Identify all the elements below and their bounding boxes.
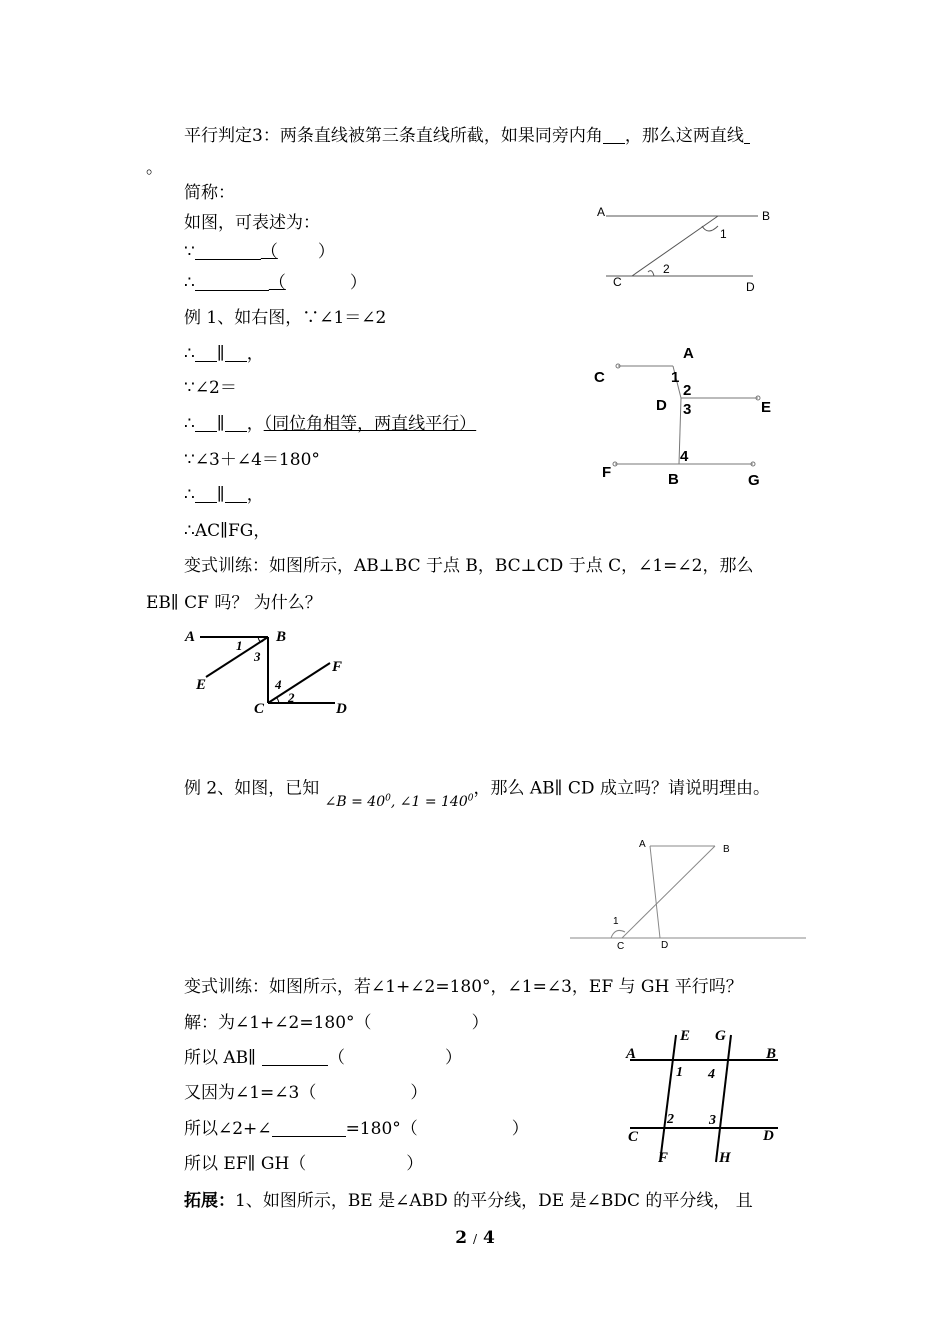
page-current: 2 [455, 1228, 468, 1248]
var1-line1: 变式训练：如图所示，AB⊥BC 于点 B，BC⊥CD 于点 C，∠1=∠2，那么 [184, 556, 754, 576]
page-total: 4 [482, 1228, 495, 1248]
var2-l5-text: 所以 EF∥ GH（ [184, 1154, 307, 1174]
label-1: 1 [671, 369, 680, 386]
label-2: 2 [288, 690, 295, 705]
var2-l4-post: =180°（ [345, 1119, 418, 1139]
var2-l4 [184, 1118, 529, 1140]
because-symbol: ∵ [184, 242, 195, 262]
paren-close: ） [511, 1119, 529, 1139]
page-separator: / [472, 1232, 478, 1246]
label-4: 4 [708, 1067, 715, 1082]
blank [195, 274, 269, 291]
label-c: C [617, 941, 625, 952]
ex1-line5: ∵∠3＋∠4＝180° [184, 450, 320, 470]
label-h: H [719, 1150, 731, 1166]
label-c: C [628, 1129, 639, 1145]
line-ef [660, 1035, 676, 1162]
rule3-text-end: ，那么这两直线 [624, 126, 744, 146]
var2-l3-text: 又因为∠1=∠3（ [184, 1083, 317, 1103]
label-e: E [196, 677, 207, 693]
label-b: B [668, 471, 679, 488]
paren-open: （ [268, 273, 286, 293]
label-4: 4 [680, 448, 689, 465]
paren-open: （ [328, 1048, 346, 1068]
formula-angle-1: , ∠1 = 140 [390, 793, 468, 810]
label-f: F [658, 1150, 669, 1166]
label-a: A [639, 839, 646, 850]
var2-l3 [184, 1082, 427, 1104]
label-g: G [715, 1028, 726, 1044]
paren-close: ） [317, 242, 335, 262]
label-a: A [597, 205, 606, 219]
figure-3 [180, 625, 370, 720]
label-f: F [602, 464, 612, 481]
paren-close: ） [445, 1048, 463, 1068]
label-3: 3 [683, 401, 692, 418]
extension-line [184, 1190, 753, 1212]
parallel-symbol: ∥ [216, 344, 225, 364]
label-b: B [766, 1046, 777, 1062]
var2-l4-text: 所以∠2+∠ [184, 1119, 272, 1139]
blank [195, 345, 217, 362]
label-1: 1 [676, 1065, 683, 1080]
ex2-formula [325, 794, 474, 810]
comma: ， [246, 344, 264, 364]
superscript: 0 [467, 793, 474, 803]
figure-4 [565, 830, 810, 955]
because-line [184, 241, 335, 263]
therefore-symbol: ∴ [184, 414, 195, 434]
label-d: D [763, 1128, 774, 1144]
label-a: A [185, 629, 196, 645]
label-3: 3 [709, 1113, 716, 1128]
ex2-pre: 例 2、如图，已知 [184, 778, 320, 799]
blank [225, 345, 247, 362]
blank [262, 1049, 328, 1066]
label-2: 2 [667, 1112, 674, 1127]
ex1-line2 [184, 343, 264, 365]
ex2-line [184, 775, 770, 810]
blank [225, 486, 247, 503]
label-b: B [276, 629, 287, 645]
ex1-line7: ∴AC∥FG， [184, 521, 271, 541]
label-c: C [594, 369, 605, 386]
var2-l5 [184, 1153, 423, 1175]
label-e: E [680, 1028, 691, 1044]
transversal [632, 216, 718, 276]
comma: ， [246, 414, 264, 434]
label-c: C [613, 275, 622, 289]
ex1-line3: ∵∠2＝ [184, 378, 237, 398]
paren-close: ） [410, 1083, 428, 1103]
rule3-line2: 。 [146, 158, 163, 178]
segment-bc [622, 846, 715, 938]
label-a: A [626, 1046, 637, 1062]
ex1-title: 例 1、如右图，∵∠1＝∠2 [184, 308, 387, 328]
reason: （同位角相等，两直线平行） [263, 414, 477, 434]
blank [272, 1120, 346, 1137]
rule3-text: 平行判定3：两条直线被第三条直线所截，如果同旁内角 [184, 126, 603, 146]
rule3-line1 [184, 125, 750, 147]
blank [195, 243, 261, 260]
therefore-symbol: ∴ [184, 485, 195, 505]
label-a: A [683, 345, 694, 362]
ex2-post: ，那么 AB∥ CD 成立吗？请说明理由。 [473, 778, 770, 799]
ex1-line6 [184, 484, 264, 506]
parallel-symbol: ∥ [216, 485, 225, 505]
angle-2-arc [648, 271, 654, 276]
var2-l2 [184, 1047, 462, 1069]
label-c: C [254, 701, 265, 717]
label-2: 2 [663, 262, 670, 276]
paren-open: （ [260, 242, 278, 262]
label-d: D [656, 397, 667, 414]
expressed-label: 如图，可表述为： [184, 213, 320, 233]
label-1: 1 [236, 638, 243, 653]
figure-5 [620, 1020, 790, 1170]
label-1: 1 [720, 227, 727, 241]
short-name-label: 简称： [184, 183, 235, 203]
var2-l2-text: 所以 AB∥ [184, 1048, 257, 1068]
blank [744, 127, 750, 144]
extension-text: 1、如图所示，BE 是∠ABD 的平分线，DE 是∠BDC 的平分线， 且 [235, 1191, 753, 1211]
therefore-line [184, 272, 367, 294]
angle-1-arc [702, 226, 718, 231]
therefore-symbol: ∴ [184, 344, 195, 364]
comma: ， [246, 485, 264, 505]
label-b: B [723, 844, 730, 855]
segment-ad [650, 846, 660, 938]
formula-angle-b: ∠B = 40 [324, 793, 386, 810]
label-b: B [762, 209, 771, 223]
page-number [0, 1228, 950, 1248]
ex1-line4 [184, 413, 476, 435]
label-4: 4 [275, 677, 282, 692]
var2-l1-text: 解：为∠1+∠2=180°（ [184, 1013, 372, 1033]
label-d: D [661, 940, 669, 951]
superscript: 0 [385, 793, 391, 803]
var2-l1 [184, 1012, 489, 1034]
label-2: 2 [683, 382, 692, 399]
therefore-symbol: ∴ [184, 273, 195, 293]
blank [195, 415, 217, 432]
figure-1 [590, 200, 790, 300]
label-f: F [332, 659, 343, 675]
line-gh [716, 1035, 731, 1162]
blank [195, 486, 217, 503]
figure-2 [588, 340, 788, 490]
var1-line2: EB∥ CF 吗？ 为什么？ [146, 593, 322, 613]
paren-close: ） [471, 1013, 489, 1033]
blank [603, 127, 625, 144]
label-d: D [336, 701, 347, 717]
extension-label: 拓展： [184, 1191, 235, 1211]
label-g: G [748, 472, 760, 489]
label-1: 1 [613, 916, 619, 927]
paren-close: ） [349, 273, 367, 293]
label-d: D [746, 280, 755, 294]
parallel-symbol: ∥ [216, 414, 225, 434]
blank [225, 415, 247, 432]
var2-title: 变式训练：如图所示，若∠1+∠2=180°，∠1=∠3，EF 与 GH 平行吗？ [184, 977, 743, 997]
label-3: 3 [254, 649, 261, 664]
label-e: E [761, 399, 772, 416]
paren-close: ） [406, 1154, 424, 1174]
